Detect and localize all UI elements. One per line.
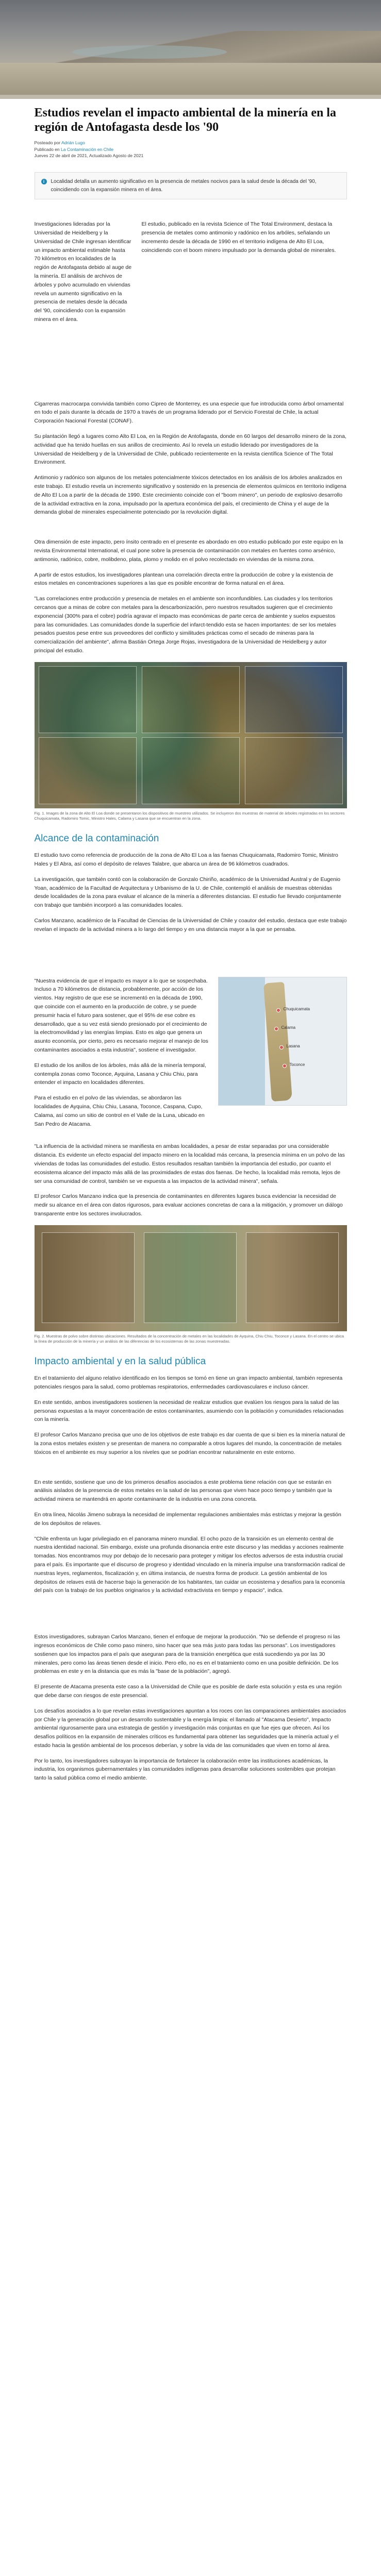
figure-2 bbox=[35, 1225, 347, 1345]
figure-panel bbox=[142, 666, 240, 733]
paragraph: "Chile enfrenta un lugar privilegiado en el panorama minero mundial. El ocho pozo de la transición es un elemento central de nuestra identidad nacional. Sin embargo, existe una profunda disonancia entre este discurso y las medidas y acciones realmente tomadas. Nos encontramos muy por debajo de lo necesario para proteger y mitigar los efectos adversos de esta industria crucial para el país. Es importante que el discurso de progreso y identidad vinculado en la minería impulse una transformación radical de nuestras leyes, reglamentos, fiscalización y, en última instancia, de nuestra forma de producir. La gestión ambiental de los depósitos de relaves está de hacerse bajo la generación de los habitantes, tan cuidar un ecosistema y desafíos para la economía del país con la trabajo de los pueblos originarios y la actividad extractivista en tiempo y espacio", indica. bbox=[34, 1535, 345, 1594]
info-icon: i bbox=[41, 179, 47, 184]
map-label: Calama bbox=[281, 1025, 296, 1030]
map-sea bbox=[219, 977, 265, 1106]
map-label: Toconce bbox=[289, 1062, 305, 1067]
article-meta bbox=[35, 140, 347, 159]
hero-ground bbox=[0, 63, 381, 99]
section-link[interactable]: La Contaminación en Chile bbox=[61, 146, 114, 152]
figure-panel bbox=[42, 1232, 135, 1323]
intro-right-paragraph: El estudio, publicado en la revista Science of The Total Environment, destaca la presencia de metales como antimonio y radónico en los arbóles, señalando un incremento desde la década de 1990 en el territorio indígena de Alto El Loa, coincidiendo con el boom minero impulsado por la demanda global de minerales. bbox=[141, 221, 336, 253]
map-marker bbox=[274, 1027, 278, 1031]
map-marker bbox=[283, 1064, 287, 1068]
region-map bbox=[218, 977, 347, 1106]
dust-sample-figure bbox=[35, 1225, 347, 1331]
paragraph: A partir de estos estudios, los investigadores plantean una correlación directa entre la producción de cobre y la existencia de estos metales en concentraciones superiores a las que es posible encontrar de forma natural en el área. bbox=[34, 571, 334, 587]
figure-panel bbox=[246, 1232, 339, 1323]
section-heading-contaminacion: Alcance de la contaminación bbox=[34, 833, 159, 844]
paragraph: En el tratamiento del alguno relativo identificado en los tiempos se tomó en tiene un gran impacto ambiental, también representa potenciales riesgos para la salud, como problemas respiratorios, enfermedades cardiovasculares e incluso cáncer. bbox=[34, 1375, 343, 1390]
paragraph: Cigarreras macrocarpa convivida también como Cipreo de Monterrey, es una especie que fue introducida como árbol ornamental en todo el país durante la década de 1970 a través de un programa liderado por el Servicio Forestal de Chile, la actual Corporación Nacional Forestal (CONAF). bbox=[34, 400, 344, 425]
paragraph: Carlos Manzano, académico de la Facultad de Ciencias de la Universidad de Chile y coautor del estudio, destaca que este trabajo revelan el impacto de la actividad minera a lo largo del tiempo y en una distancia mayor a la que se pensaba. bbox=[34, 918, 347, 933]
map-label: Chuquicamata bbox=[283, 1006, 310, 1011]
meta-published-label: Publicado en bbox=[34, 146, 60, 152]
figure-panel bbox=[245, 666, 343, 733]
figure-panel bbox=[245, 737, 343, 804]
paragraph: Para el estudio en el polvo de las viviendas, se abordaron las localidades de Ayquina, Chiu Chiu, Lasana, Toconce, Caspana, Cupo, Calama, así como un sitio de control en el Valle de la Luna, ubicado en San Pedro de Atacama. bbox=[34, 1095, 205, 1127]
hero-image bbox=[0, 0, 381, 99]
paragraph: El presente de Atacama presenta este caso a la Universidad de Chile que es posible de darle esta solución y esta es una región que debe darse con riesgos de este presencial. bbox=[34, 1684, 342, 1699]
hero-strip bbox=[0, 95, 381, 99]
figure-1 bbox=[35, 662, 347, 822]
figure-panel bbox=[142, 737, 240, 804]
author-link[interactable]: Adrián Lugo bbox=[61, 140, 85, 146]
figure-panel bbox=[144, 1232, 237, 1323]
quote-paragraph: "Nuestra evidencia de que el impacto es mayor a lo que se sospechaba. Incluso a 70 kilómetros de distancia, probablemente, por acción de los vientos. Hay registro de que ese se incrementó en la década de 1990, que coincide con el aumento en la producción de cobre, y se puede presumir hacia el futuro para sostener, que el 95% de ese cobre es desarrollado, que a su vez está siendo presionado por el crecimiento de la electromovilidad y las energías limpias. Esto es algo que genera un asunto economía, por cierto, pero es necesario mejorar el manejo de los contaminantes asociados a esta industria", sostiene el investigador. bbox=[34, 977, 208, 1053]
article bbox=[35, 106, 347, 1867]
paragraph: "La influencia de la actividad minera se manifiesta en ambas localidades, a pesar de estar separadas por una considerable distancia. Es evidente un efecto espacial del impacto minero en la localidad más cercana, la presencia mínima en un polvo de las viviendas de todas las comunidades del estudio. Estos resultados resaltan también la importancia del estudio, por cuanto el ecosistema alcance del impacto más allá de las proximidades de estas dos faenas. De hecho, la localidad más remota, lejos de ser una comunidad de control, también se ve expuesta a las impactos de la actividad minera", señala. bbox=[34, 1143, 345, 1184]
paragraph: La investigación, que también contó con la colaboración de Gonzalo Chiriño, académico de la Universidad Austral y de Eugenio Yoan, académico de la Facultad de Arquitectura y Urbanismo de la U. de Chile, contempló el análisis de muestras obtenidas desde localidades de la zona para evaluar el alcance de la minería a diferentes distancias. El estudio fue llevado conjuntamente con trabajo que también incorporó a las comunidades locales. bbox=[34, 876, 341, 909]
paragraph: Por lo tanto, los investigadores subrayan la importancia de fortalecer la colaboración entre las instituciones académicas, la industria, los organismos gubernamentales y las comunidades indígenas para desarrollar soluciones sostenibles que protejan tanto la salud pública como el medio ambiente. bbox=[34, 1757, 336, 1782]
satellite-figure bbox=[35, 662, 347, 808]
paragraph: En este sentido, sostiene que uno de los primeros desafíos asociados a este problema tiene relación con que se estarán en análisis aislados de la presencia de estos metales en la salud de las personas que viven hace poco tiempo y también que la actividad minera se mantendrá en aporte contaminante de la industria en una zona concreta. bbox=[34, 1479, 332, 1503]
paragraph: El profesor Carlos Manzano indica que la presencia de contaminantes en diferentes lugares busca evidenciar la necesidad de medir su alcance en el área con datos rigurosos, para evaluar acciones concretas de cara a la mitigación, y promover un diálogo transparente entre los sectores involucrados. bbox=[34, 1193, 343, 1217]
paragraph: El profesor Carlos Manzano precisa que uno de los objetivos de este trabajo es dar cuenta de que si bien es la minería natural de la zona estos metales existen y se presentan de manera no comparable a otros lugares del mundo, la concentración de metales tóxicos en el ambiente es muy superior a los niveles que se podrían encontrar naturalmente en este entorno. bbox=[34, 1432, 345, 1455]
section-heading-salud: Impacto ambiental y en la salud pública bbox=[34, 1355, 206, 1367]
summary-text: Localidad detalla un aumento significativo en la presencia de metales nocivos para la salud desde la década del '90, coincidiendo con la expansión minera en el área. bbox=[51, 179, 317, 193]
paragraph: En otra línea, Nicolás Jimeno subraya la necesidad de implementar regulaciones ambientales más estrictas y mejorar la gestión de los depósitos de relaves. bbox=[34, 1511, 341, 1527]
paragraph: Otra dimensión de este impacto, pero ínsito centrado en el presente es abordado en otro estudio publicado por este equipo en la revista Environmental International, el cual pone sobre la presencia de contaminación con metales en fuentes como arsénico, antimonio, radónico, cobre, molibdeno, plata, plomo y molido en el polvo recolectado en viviendas de la misma zona. bbox=[34, 539, 343, 563]
figure-1-caption: Fig. 1. Images de la zona de Alto El Loa donde se presentaron los dispositivos de muestreo utilizados. Se incluyeron dos muestras de material de árboles registradas en los sectores Chuquicamata, Radomiro Tomic, Ministro Hales, Calama y Lasana que se encuentran en la zona. bbox=[34, 810, 345, 821]
paragraph: Su plantación llegó a lugares como Alto El Loa, en la Región de Antofagasta, donde en 60 largos del desarrollo minero de la zona, actividad que ha tenido huellas en sus anillos de crecimiento. Así lo revela un estudio liderado por investigadores de la Universidad de Heidelberg y de la Universidad de Chile, publicado recientemente en la revista científica Science of The Total Environment. bbox=[34, 433, 346, 466]
intro-left-paragraph: Investigaciones lideradas por la Universidad de Heidelberg y la Universidad de Chile ingresan identificar un impacto ambiental estimable hasta 70 kilómetros en localidades de la región de Antofagasta debido al auge de la minería. El análisis de archivos de árboles y polvo acumulado en viviendas revela un aumento significativo en la presencia de metales desde la década del '90, coincidiendo con la expansión minera en el área. bbox=[34, 221, 132, 323]
paragraph: Estos investigadores, subrayan Carlos Manzano, tienen el enfoque de mejorar la producción. "No se defiende el progreso ni las ingresos económicos de Chile como paso minero, sino hacer que sea más justo para todas las personas". Los investigadores sostienen que los impactos para el país que aseguran para de la transición energética que está sucediendo ya por las 30 minerales, pero como las áreas tienen desde el inicio. Pero ello, no es en el tratamiento como en una posible definición. De los problemas en este y en la distancia que es más la "base de la población", agregó. bbox=[34, 1634, 340, 1675]
paragraph: Los desafíos asociados a lo que revelan estas investigaciones apuntan a los roces con las comparaciones ambientales asociados por Chile y la generación global por un desarrollo sustentable y la energía limpia: el llamado al "Atacama Desierto", Impacto ambiental rigurosamente para una estrategia de gestión y investigación más conjuntas en que fue ejes que ofrecen. Así los desafíos políticos en la expansión de minerales críticos es fundamental para obtener las seguridades que la minería actual y el estado hacia la gestión ambiental de los procesos deberían, y sobre la vida de las comunidades que viven en torno al área. bbox=[34, 1707, 346, 1749]
figure-panel bbox=[39, 737, 137, 804]
summary-box bbox=[35, 172, 347, 199]
paragraph: En este sentido, ambos investigadores sostienen la necesidad de realizar estudios que evalúen los riesgos para la salud de las personas expuestas a la mayor concentración de estos contaminantes, asumiendo con la población y comunidades relacionadas con la minería. bbox=[34, 1399, 344, 1423]
quote-with-map bbox=[35, 977, 347, 1136]
hero-tailings-pond bbox=[72, 45, 227, 59]
paragraph: El estudio tuvo como referencia de producción de la zona de Alto El Loa a las faenas Chuquicamata, Radomiro Tomic, Ministro Hales y El Abra, así como el depósito de relaves Talabre, que abarca un área de 96 kilómetros cuadrados. bbox=[34, 852, 338, 868]
meta-posted-label: Posteado por bbox=[34, 140, 61, 146]
figure-panel bbox=[39, 666, 137, 733]
paragraph: "Las correlaciones entre producción y presencia de metales en el ambiente son inconfundibles. Las ciudades y los territorios cercanos que a minas de cobre con metales para la descarbonización, pero nuestros resultados sugieren que el crecimiento exponencial (300% para el cobre) podría agravar el impacto mas económicas de parte cerca de ambiente y suelos expuestos para las comunidades. Las comunidades donde la superficie del infarct-tendido esta se hacen importantes: de ser los metales pesados puestos pese entre sus proveedores del conflicto y similitudes prácticas como el secado de mineras para la comercialización del ambiente", afirma Bastián Ortega Jorge Rojas, investigadora de la Universidad de Heidelberg y autor principal del estudio. bbox=[34, 596, 336, 654]
meta-date: Jueves 22 de abril de 2021, Actualizado Agosto de 2021 bbox=[34, 152, 144, 158]
paragraph: El estudio de los anillos de los árboles, más allá de la minería temporal, contempla zonas como Toconce, Ayquina, Lasana y Chiu Chiu, para entender el impacto en localidades diferentes. bbox=[34, 1062, 206, 1086]
map-land bbox=[263, 982, 292, 1101]
paragraph: Antimonio y radónico son algunos de los metales potencialmente tóxicos detectados en los análisis de los árboles analizados en este trabajo. El estudio revela un incremento significativo y sostenido en la presencia de elementos químicos en territorio indígena de Alto El Loa a partir de la década de 1990. Este crecimiento coincide con el "boom minero", un periodo de explosivo desarrollo de la actividad extractiva en la zona, impulsado por la apertura económica del país, el crecimiento de China y el auge de la demanda global de minerales especialmente potenciado por la revolución digital. bbox=[34, 474, 346, 516]
map-marker bbox=[279, 1045, 284, 1049]
map-label: Lasana bbox=[286, 1043, 300, 1048]
intro-row bbox=[35, 220, 347, 331]
figure-2-caption: Fig. 2. Muestras de polvo sobre distintas ubicaciones. Resultados de la concentración de metales en las localidades de Ayquina, Chiu Chiu, Toconce y Lasana. En el centro se ubica la línea de producción de la minería y un análisis de las diferencias de los ecosistemas de las zonas muestreadas. bbox=[34, 1333, 344, 1344]
article-title: Estudios revelan el impacto ambiental de la minería en la región de Antofagasta desde los '90 bbox=[34, 106, 337, 134]
map-marker bbox=[276, 1008, 280, 1012]
